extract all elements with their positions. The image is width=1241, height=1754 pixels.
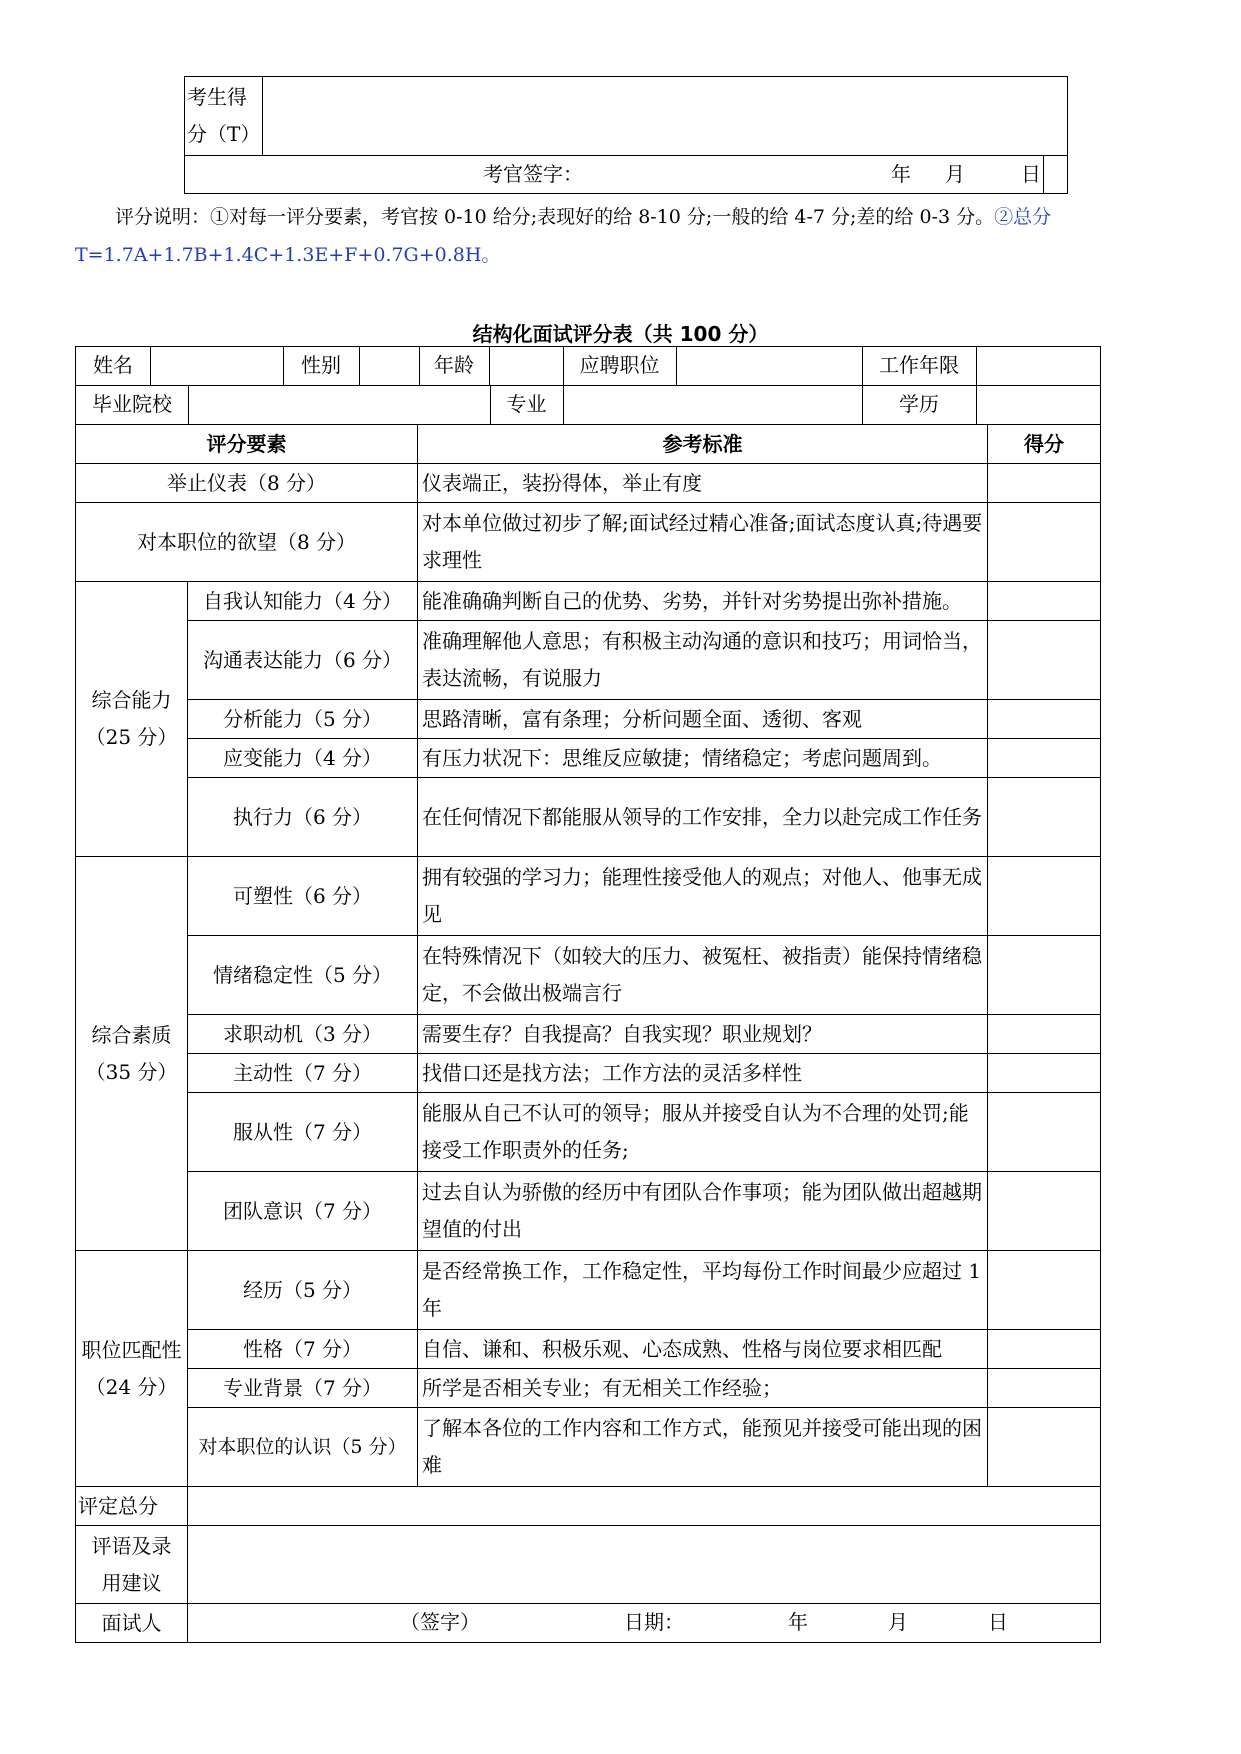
gender-label: 性别	[283, 347, 360, 385]
item-score-cell[interactable]	[988, 739, 1101, 778]
item-standard: 能准确确判断自己的优势、劣势，并针对劣势提出弥补措施。	[418, 582, 988, 621]
item-standard: 思路清晰，富有条理；分析问题全面、透彻、客观	[418, 700, 988, 739]
comment-label: 评语及录用建议	[76, 1526, 188, 1604]
item-name: 求职动机（3 分）	[188, 1015, 418, 1054]
education-field[interactable]	[976, 386, 1096, 424]
sign-day: 日	[1021, 162, 1041, 186]
interviewer-label: 面试人	[76, 1604, 188, 1643]
item-score-cell[interactable]	[988, 1172, 1101, 1251]
major-label: 专业	[490, 386, 564, 424]
item-standard: 仪表端正，装扮得体，举止有度	[418, 464, 988, 503]
item-name: 分析能力（5 分）	[188, 700, 418, 739]
position-field[interactable]	[676, 347, 863, 385]
item-score-cell[interactable]	[988, 621, 1101, 700]
candidate-score-label: 考生得分（T）	[185, 77, 263, 156]
item-name: 服从性（7 分）	[188, 1093, 418, 1172]
item-standard: 能服从自己不认可的领导；服从并接受自认为不合理的处罚;能接受工作职责外的任务;	[418, 1093, 988, 1172]
name-label: 姓名	[76, 347, 151, 385]
item-name: 专业背景（7 分）	[188, 1369, 418, 1408]
examiner-signature-label: 考官签字：	[483, 162, 583, 186]
item-score-cell[interactable]	[988, 1408, 1101, 1487]
item-name: 自我认知能力（4 分）	[188, 582, 418, 621]
item-score-cell[interactable]	[988, 464, 1101, 503]
education-label: 学历	[862, 386, 977, 424]
item-score-cell[interactable]	[988, 936, 1101, 1015]
sign-month: 月	[945, 162, 965, 186]
item-score-cell[interactable]	[988, 503, 1101, 582]
age-field[interactable]	[489, 347, 564, 385]
item-name: 沟通表达能力（6 分）	[188, 621, 418, 700]
group-match: 职位匹配性（24 分）	[76, 1251, 188, 1487]
item-score-cell[interactable]	[988, 1251, 1101, 1330]
item-score-cell[interactable]	[988, 778, 1101, 857]
item-standard: 找借口还是找方法；工作方法的灵活多样性	[418, 1054, 988, 1093]
item-name: 应变能力（4 分）	[188, 739, 418, 778]
date-label: 日期：	[624, 1610, 684, 1634]
item-name: 对本职位的欲望（8 分）	[76, 503, 418, 582]
scoring-note	[75, 198, 1175, 274]
item-name: 性格（7 分）	[188, 1330, 418, 1369]
item-standard: 所学是否相关专业；有无相关工作经验；	[418, 1369, 988, 1408]
item-score-cell[interactable]	[988, 1015, 1101, 1054]
top-score-table	[184, 76, 1068, 194]
interview-score-table	[75, 346, 1101, 1643]
work-years-label: 工作年限	[862, 347, 977, 385]
item-standard: 有压力状况下：思维反应敏捷；情绪稳定；考虑问题周到。	[418, 739, 988, 778]
item-standard: 需要生存？自我提高？自我实现？职业规划？	[418, 1015, 988, 1054]
group-ability: 综合能力（25 分）	[76, 582, 188, 857]
candidate-score-cell[interactable]	[263, 77, 1068, 156]
sign-year: 年	[891, 162, 911, 186]
work-years-field[interactable]	[976, 347, 1096, 385]
name-field[interactable]	[150, 347, 284, 385]
total-field[interactable]	[188, 1487, 1101, 1526]
total-label: 评定总分	[76, 1487, 188, 1526]
info-row-1	[76, 347, 1101, 386]
item-name: 执行力（6 分）	[188, 778, 418, 857]
item-score-cell[interactable]	[988, 1330, 1101, 1369]
item-standard: 在任何情况下都能服从领导的工作安排，全力以赴完成工作任务	[418, 778, 988, 857]
item-name: 团队意识（7 分）	[188, 1172, 418, 1251]
col-header-element: 评分要素	[76, 425, 418, 464]
item-score-cell[interactable]	[988, 700, 1101, 739]
item-name: 可塑性（6 分）	[188, 857, 418, 936]
item-score-cell[interactable]	[988, 857, 1101, 936]
item-score-cell[interactable]	[988, 1054, 1101, 1093]
item-standard: 自信、谦和、积极乐观、心态成熟、性格与岗位要求相匹配	[418, 1330, 988, 1369]
item-standard: 了解本各位的工作内容和工作方式，能预见并接受可能出现的困难	[418, 1408, 988, 1487]
info-row-2	[76, 386, 1101, 425]
major-field[interactable]	[563, 386, 863, 424]
position-label: 应聘职位	[563, 347, 677, 385]
item-standard: 过去自认为骄傲的经历中有团队合作事项；能为团队做出超越期望值的付出	[418, 1172, 988, 1251]
date-day: 日	[988, 1610, 1008, 1634]
item-name: 情绪稳定性（5 分）	[188, 936, 418, 1015]
item-standard: 拥有较强的学习力；能理性接受他人的观点；对他人、他事无成见	[418, 857, 988, 936]
item-score-cell[interactable]	[988, 1093, 1101, 1172]
date-year: 年	[788, 1610, 808, 1634]
item-name: 主动性（7 分）	[188, 1054, 418, 1093]
item-name: 经历（5 分）	[188, 1251, 418, 1330]
col-header-standard: 参考标准	[418, 425, 988, 464]
item-standard: 在特殊情况下（如较大的压力、被冤枉、被指责）能保持情绪稳定，不会做出极端言行	[418, 936, 988, 1015]
scoring-note-formula: ②总分 T=1.7A+1.7B+1.4C+1.3E+F+0.7G+0.8H。	[75, 206, 1052, 266]
item-standard: 准确理解他人意思；有积极主动沟通的意识和技巧；用词恰当，表达流畅，有说服力	[418, 621, 988, 700]
age-label: 年龄	[419, 347, 490, 385]
item-score-cell[interactable]	[988, 582, 1101, 621]
col-header-score: 得分	[988, 425, 1101, 464]
item-standard: 对本单位做过初步了解;面试经过精心准备;面试态度认真;待遇要求理性	[418, 503, 988, 582]
item-name: 举止仪表（8 分）	[76, 464, 418, 503]
group-quality: 综合素质（35 分）	[76, 857, 188, 1251]
interviewer-sign-row[interactable]	[188, 1604, 1101, 1643]
signature-end-cell	[1044, 156, 1068, 194]
scoring-note-part1: 评分说明：①对每一评分要素，考官按 0-10 给分;表现好的给 8-10 分;一般的给 4-7 分;差的给 0-3 分。	[115, 206, 995, 228]
comment-field[interactable]	[188, 1526, 1101, 1604]
school-field[interactable]	[188, 386, 491, 424]
item-standard: 是否经常换工作，工作稳定性，平均每份工作时间最少应超过 1 年	[418, 1251, 988, 1330]
date-month: 月	[888, 1610, 908, 1634]
gender-field[interactable]	[359, 347, 420, 385]
item-name: 对本职位的认识（5 分）	[188, 1408, 418, 1487]
sign-label: （签字）	[400, 1610, 480, 1634]
form-title: 结构化面试评分表（共 100 分）	[472, 322, 769, 346]
examiner-signature-row	[185, 156, 1044, 194]
item-score-cell[interactable]	[988, 1369, 1101, 1408]
school-label: 毕业院校	[76, 386, 189, 424]
